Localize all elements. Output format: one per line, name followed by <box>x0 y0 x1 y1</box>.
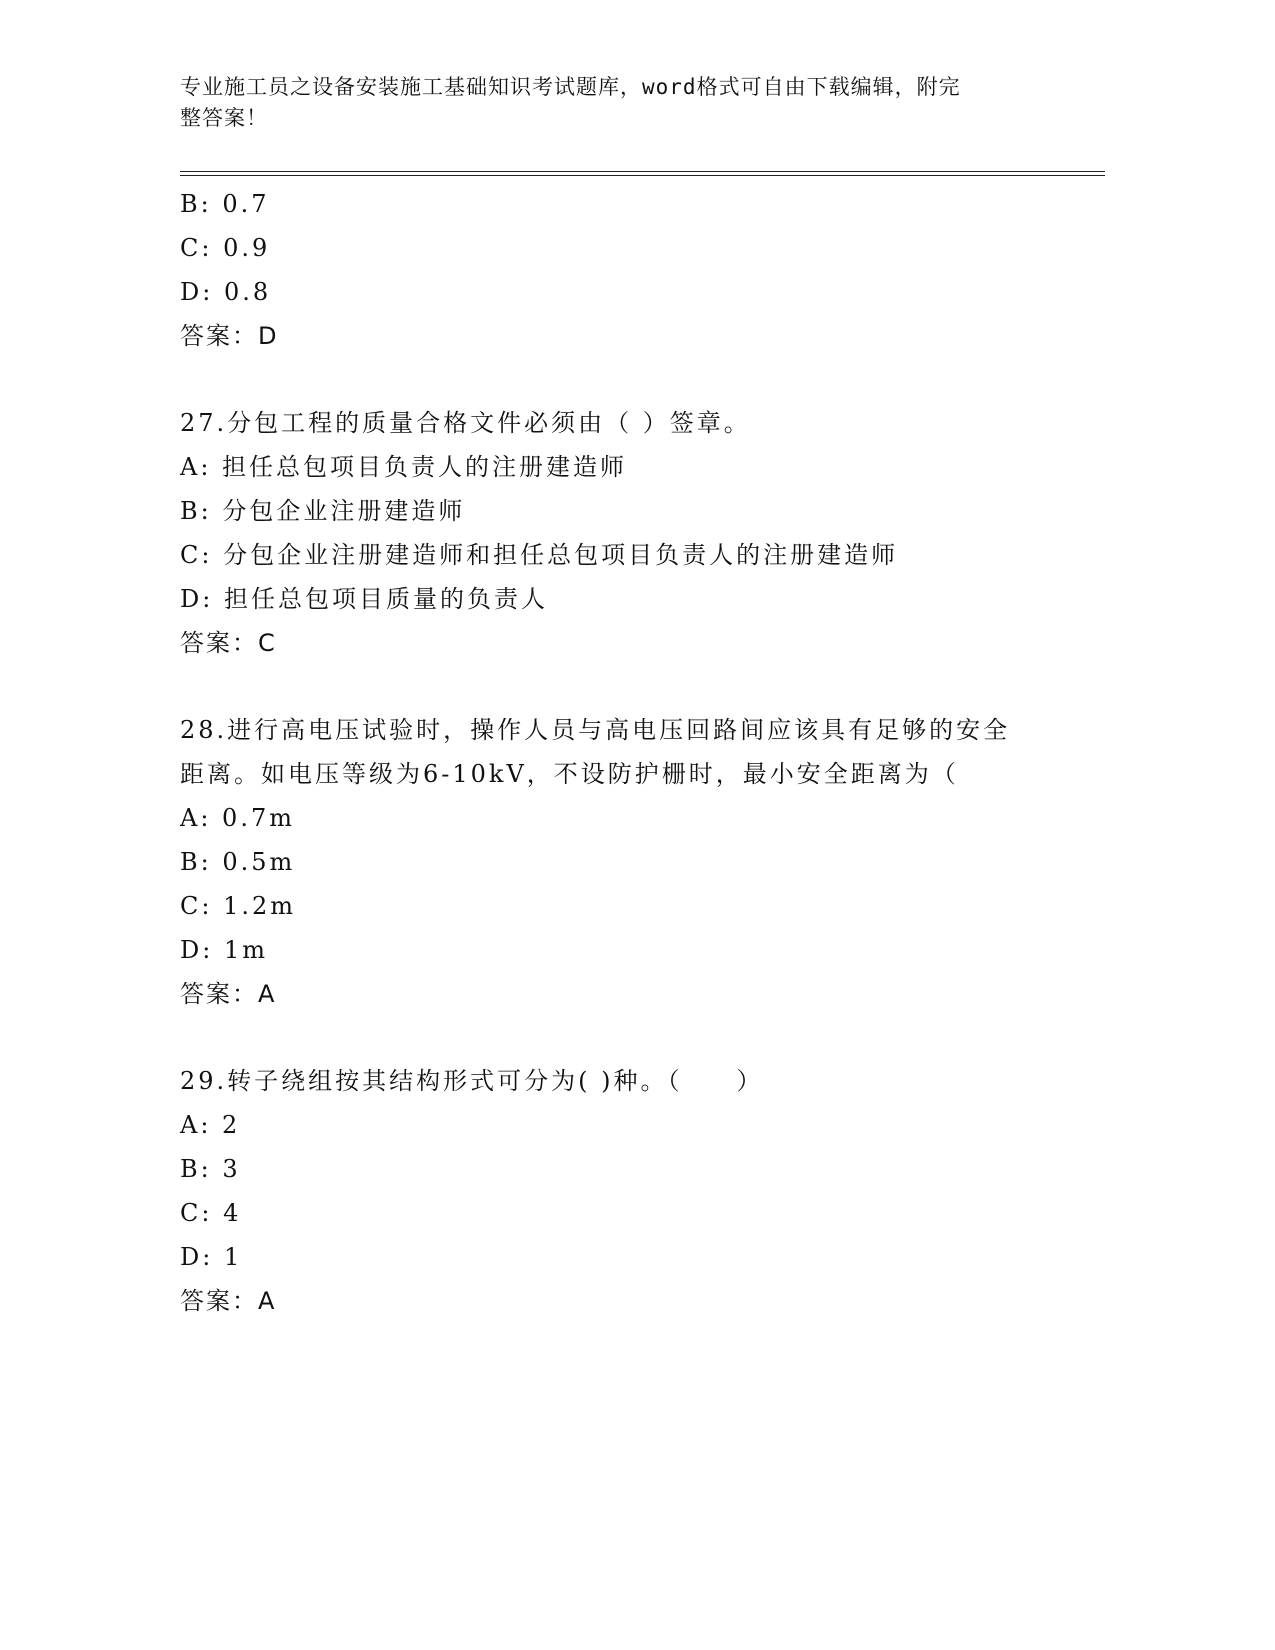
question-text: 27.分包工程的质量合格文件必须由（ ）签章。 <box>180 409 751 437</box>
option-d: D: 1 <box>180 1243 243 1271</box>
option-c: C: 1.2m <box>180 892 297 920</box>
option-b: B: 0.5m <box>180 848 296 876</box>
question-text-line-2: 距离。如电压等级为6-10kV，不设防护栅时，最小安全距离为（ <box>180 760 959 788</box>
option-c: C: 分包企业注册建造师和担任总包项目负责人的注册建造师 <box>180 541 899 569</box>
question-26 <box>180 182 1080 358</box>
option-d: D: 0.8 <box>180 278 272 306</box>
header-divider-bottom <box>180 175 1105 176</box>
header-line-2: 整答案！ <box>180 106 268 130</box>
answer: 答案：C <box>180 629 277 657</box>
spacer <box>180 1016 1080 1059</box>
question-text-line-1: 28.进行高电压试验时，操作人员与高电压回路间应该具有足够的安全 <box>180 716 1011 744</box>
option-d: D: 1m <box>180 936 268 964</box>
option-c: C: 0.9 <box>180 234 271 262</box>
question-28 <box>180 708 1080 1016</box>
option-b: B: 0.7 <box>180 190 270 218</box>
option-a: A: 担任总包项目负责人的注册建造师 <box>180 453 628 481</box>
question-27 <box>180 401 1080 665</box>
option-a: A: 0.7m <box>180 804 295 832</box>
option-b: B: 3 <box>180 1155 241 1183</box>
question-29 <box>180 1059 1080 1323</box>
spacer <box>180 665 1080 708</box>
answer: 答案：D <box>180 322 279 350</box>
option-c: C: 4 <box>180 1199 242 1227</box>
option-b: B: 分包企业注册建造师 <box>180 497 466 525</box>
option-a: A: 2 <box>180 1111 241 1139</box>
answer: 答案：A <box>180 980 277 1008</box>
question-list <box>180 182 1080 1323</box>
header-divider-top <box>180 171 1105 172</box>
spacer <box>180 358 1080 401</box>
header-line-1: 专业施工员之设备安装施工基础知识考试题库，word格式可自由下载编辑，附完 <box>180 75 961 99</box>
document-header <box>180 72 1040 134</box>
answer: 答案：A <box>180 1287 277 1315</box>
option-d: D: 担任总包项目质量的负责人 <box>180 585 548 613</box>
question-text: 29.转子绕组按其结构形式可分为( )种。（ ） <box>180 1067 764 1095</box>
